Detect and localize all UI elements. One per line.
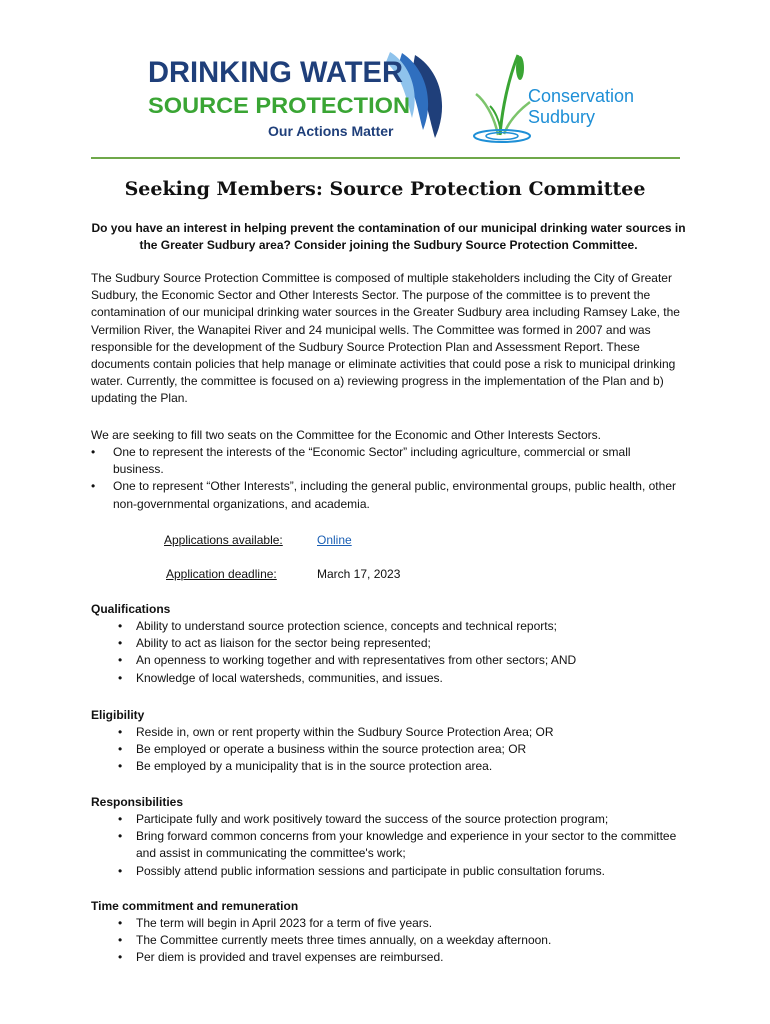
page-title: Seeking Members: Source Protection Committee [124,178,646,200]
drinking-water-source-protection-logo [140,50,460,145]
seats-list [91,444,681,513]
online-application-link[interactable]: Online [317,533,352,547]
logo-line2: SOURCE PROTECTION [148,93,410,118]
time-commitment-list [91,915,681,967]
application-deadline-value: March 17, 2023 [317,567,401,581]
list-item: • Participate fully and work positively toward the success of the source protection program; [91,811,681,828]
application-deadline-label: Application deadline: [166,567,277,581]
time-commitment-heading: Time commitment and remuneration [91,899,299,913]
applications-available-label: Applications available: [164,533,283,547]
seats-intro: We are seeking to fill two seats on the Committee for the Economic and Other Interests Sectors. [91,428,602,442]
list-item: • One to represent “Other Interests”, including the general public, environmental groups, public health, other non-governmental organizations, and academia. [91,478,681,512]
eligibility-section [91,706,681,776]
committee-description: The Sudbury Source Protection Committee is composed of multiple stakeholders including the City of Greater Sudbury, the Economic Sector and Other Interests Sector. The purpose of the committee is to prevent the contamination of our municipal drinking water sources in the Greater Sudbury area including Ramsey Lake, the Vermilion River, the Wanapitei River and 24 municipal wells. The Committee was formed in 2007 and was responsible for the development of the Sudbury Source Protection Plan and Assessment Report. These documents contain policies that help manage or eliminate activities that could pose a risk to municipal drinking water. Currently, the committee is focused on a) reviewing progress in the implementation of the Plan and b) updating the Plan. [91,271,680,406]
header-logos [140,50,640,150]
list-item: • Bring forward common concerns from your knowledge and experience in your sector to the committee and assist in communicating the committee's work; [91,828,681,862]
list-item: • Ability to understand source protection science, concepts and technical reports; [91,618,681,635]
qualifications-section [91,600,681,687]
partner-line1: Conservation [528,86,635,106]
logo-line1: DRINKING WATER [148,56,404,89]
list-item: • Per diem is provided and travel expenses are reimbursed. [91,949,681,966]
list-item: • Be employed or operate a business within the source protection area; OR [91,741,681,758]
responsibilities-heading: Responsibilities [91,795,184,809]
list-item: • One to represent the interests of the “Economic Sector” including agriculture, commercial or small business. [91,444,681,478]
list-item: • Ability to act as liaison for the sector being represented; [91,635,681,652]
list-item: • An openness to working together and with representatives from other sectors; AND [91,652,681,669]
list-item: • The term will begin in April 2023 for a term of five years. [91,915,681,932]
logo-tagline: Our Actions Matter [268,123,394,139]
list-item: • Possibly attend public information sessions and participate in public consultation forums. [91,863,681,880]
list-item: • Reside in, own or rent property within the Sudbury Source Protection Area; OR [91,724,681,741]
eligibility-list [91,724,681,776]
header-divider [91,157,680,159]
reed-icon [474,55,530,142]
eligibility-heading: Eligibility [91,708,145,722]
list-item: • Be employed by a municipality that is in the source protection area. [91,758,681,775]
qualifications-heading: Qualifications [91,602,171,616]
time-commitment-section [91,897,681,967]
partner-line2: Sudbury [528,107,596,127]
intro-question: Do you have an interest in helping prevent the contamination of our municipal drinking water sources in the Greater Sudbury area? Consider joining the Sudbury Source Protection Committee. [91,221,686,252]
conservation-sudbury-logo [470,50,640,145]
responsibilities-list [91,811,681,880]
list-item: • Knowledge of local watersheds, communities, and issues. [91,670,681,687]
responsibilities-section [91,793,681,880]
list-item: • The Committee currently meets three times annually, on a weekday afternoon. [91,932,681,949]
qualifications-list [91,618,681,687]
